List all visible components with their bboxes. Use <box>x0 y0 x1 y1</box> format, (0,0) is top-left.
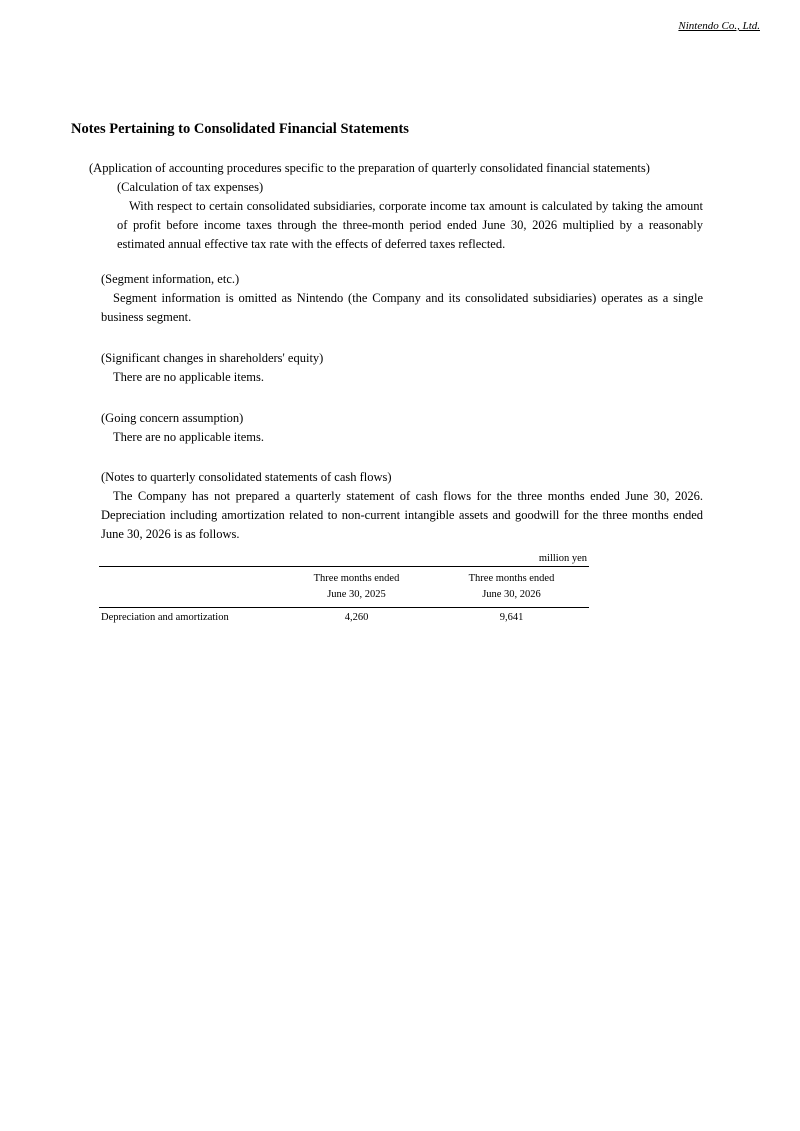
depreciation-table-container <box>99 552 589 628</box>
table-header-row <box>99 567 589 608</box>
value-2026: 9,641 <box>499 612 524 623</box>
section-body: With respect to certain consolidated subsidiaries, corporate income tax amount is calculated by taking the amount of profit before income taxes through the three-month period ended June 30, 2026 multiplied by a reasonably estimated annual effective tax rate with the effects of deferred taxes reflected. <box>117 199 703 251</box>
section-segment <box>101 270 703 327</box>
section-body: The Company has not prepared a quarterly statement of cash flows for the three months ended June 30, 2026. Depreciation including amortization related to non-current intangible assets and goodwill for the three months ended June 30, 2026 is as follows. <box>101 489 703 541</box>
subsection-tax-expenses <box>117 178 703 254</box>
header-cell-2026 <box>434 567 589 608</box>
header-line: Three months ended <box>313 573 400 584</box>
section-body: There are no applicable items. <box>113 370 264 384</box>
section-heading: (Significant changes in shareholders' equity) <box>101 351 324 365</box>
section-equity <box>101 349 703 387</box>
page-title: Notes Pertaining to Consolidated Financial Statements <box>71 121 409 137</box>
section-body: There are no applicable items. <box>113 430 264 444</box>
row-label: Depreciation and amortization <box>101 612 229 623</box>
header-cell-empty <box>99 567 279 608</box>
section-going-concern <box>101 409 703 447</box>
header-line: June 30, 2026 <box>482 589 541 600</box>
unit-label: million yen <box>538 553 587 564</box>
section-body: Segment information is omitted as Nintendo (the Company and its consolidated subsidiaries) operates as a single business segment. <box>101 291 703 324</box>
section-heading: (Notes to quarterly consolidated statements of cash flows) <box>101 470 392 484</box>
section-quarterly-procedures <box>89 159 703 254</box>
depreciation-table <box>99 566 589 628</box>
header-line: Three months ended <box>468 573 555 584</box>
section-heading: (Segment information, etc.) <box>101 272 240 286</box>
subsection-heading: (Calculation of tax expenses) <box>117 180 264 194</box>
header-cell-2025 <box>279 567 434 608</box>
header-line: June 30, 2025 <box>327 589 386 600</box>
section-heading: (Going concern assumption) <box>101 411 244 425</box>
section-cash-flows <box>101 468 703 544</box>
section-heading: (Application of accounting procedures specific to the preparation of quarterly consolidated financial statements) <box>89 161 650 175</box>
value-2025: 4,260 <box>344 612 369 623</box>
table-row <box>99 608 589 629</box>
company-name: Nintendo Co., Ltd. <box>678 20 760 32</box>
